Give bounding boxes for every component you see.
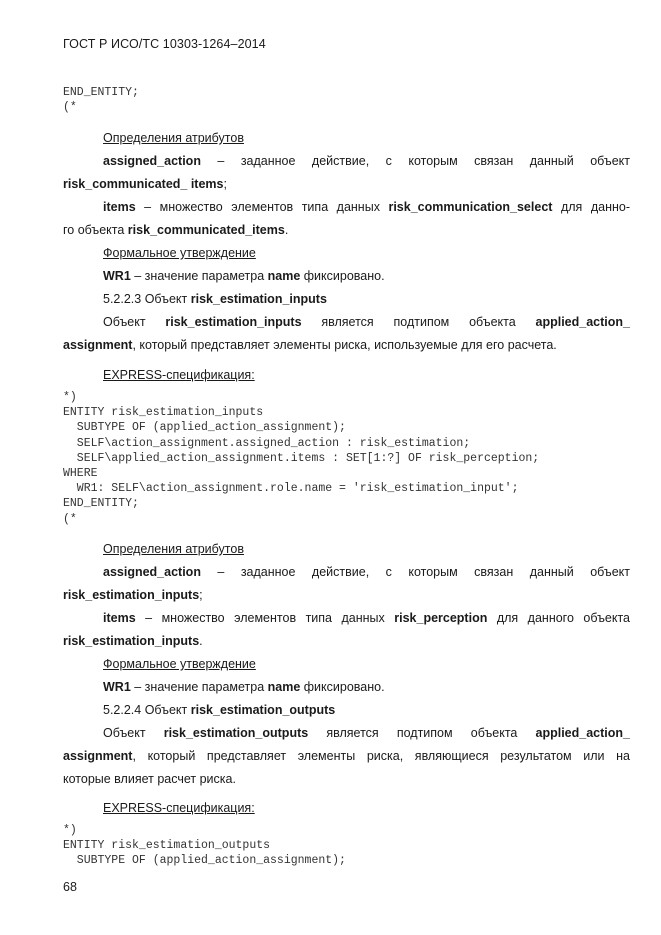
attribute-definition: assigned_action – заданное действие, с которым связан данный объект bbox=[103, 154, 630, 168]
formal-heading: Формальное утверждение bbox=[103, 657, 256, 671]
section-paragraph: Объект risk_estimation_outputs является подтипом объекта applied_action_ bbox=[103, 726, 630, 740]
formal-heading: Формальное утверждение bbox=[103, 246, 256, 260]
section-paragraph-cont: которые влияет расчет риска. bbox=[63, 772, 236, 786]
attribute-definition-cont: risk_estimation_inputs. bbox=[63, 634, 203, 648]
attribute-definition: assigned_action – заданное действие, с которым связан данный объект bbox=[103, 565, 630, 579]
where-rule: WR1 – значение параметра name фиксировано. bbox=[103, 269, 385, 283]
express-heading: EXPRESS-спецификация: bbox=[103, 368, 255, 382]
page-number: 68 bbox=[63, 880, 77, 894]
attributes-heading: Определения атрибутов bbox=[103, 542, 244, 556]
section-heading: 5.2.2.3 Объект risk_estimation_inputs bbox=[103, 292, 327, 306]
attribute-definition: items – множество элементов типа данных risk_perception для данного объекта bbox=[103, 611, 630, 625]
section-paragraph: Объект risk_estimation_inputs является подтипом объекта applied_action_ bbox=[103, 315, 630, 329]
express-code-block: END_ENTITY; (* bbox=[63, 86, 139, 115]
express-heading: EXPRESS-спецификация: bbox=[103, 801, 255, 815]
attribute-definition-cont: risk_communicated_ items; bbox=[63, 177, 227, 191]
section-heading: 5.2.2.4 Объект risk_estimation_outputs bbox=[103, 703, 336, 717]
attribute-definition: items – множество элементов типа данных risk_communication_select для данно- bbox=[103, 200, 630, 214]
attributes-heading: Определения атрибутов bbox=[103, 131, 244, 145]
attribute-definition-cont: го объекта risk_communicated_items. bbox=[63, 223, 289, 237]
section-paragraph-cont: assignment, который представляет элементы риска, используемые для его расчета. bbox=[63, 338, 557, 352]
express-code-block: *) ENTITY risk_estimation_inputs SUBTYPE OF (applied_action_assignment); SELF\action_assignment.assigned_action : risk_estimation; SELF\applied_action_assignment.items : SET[1:?] OF risk_perception; WHERE WR1: SELF\action_assignment.role.name = 'risk_estimation_input'; END_ENTITY; (* bbox=[63, 391, 540, 526]
section-paragraph-cont: assignment, который представляет элементы риска, являющиеся результатом или на bbox=[63, 749, 630, 763]
page-header: ГОСТ Р ИСО/ТС 10303-1264–2014 bbox=[63, 37, 266, 51]
attribute-definition-cont: risk_estimation_inputs; bbox=[63, 588, 203, 602]
where-rule: WR1 – значение параметра name фиксировано. bbox=[103, 680, 385, 694]
express-code-block: *) ENTITY risk_estimation_outputs SUBTYPE OF (applied_action_assignment); bbox=[63, 824, 346, 868]
